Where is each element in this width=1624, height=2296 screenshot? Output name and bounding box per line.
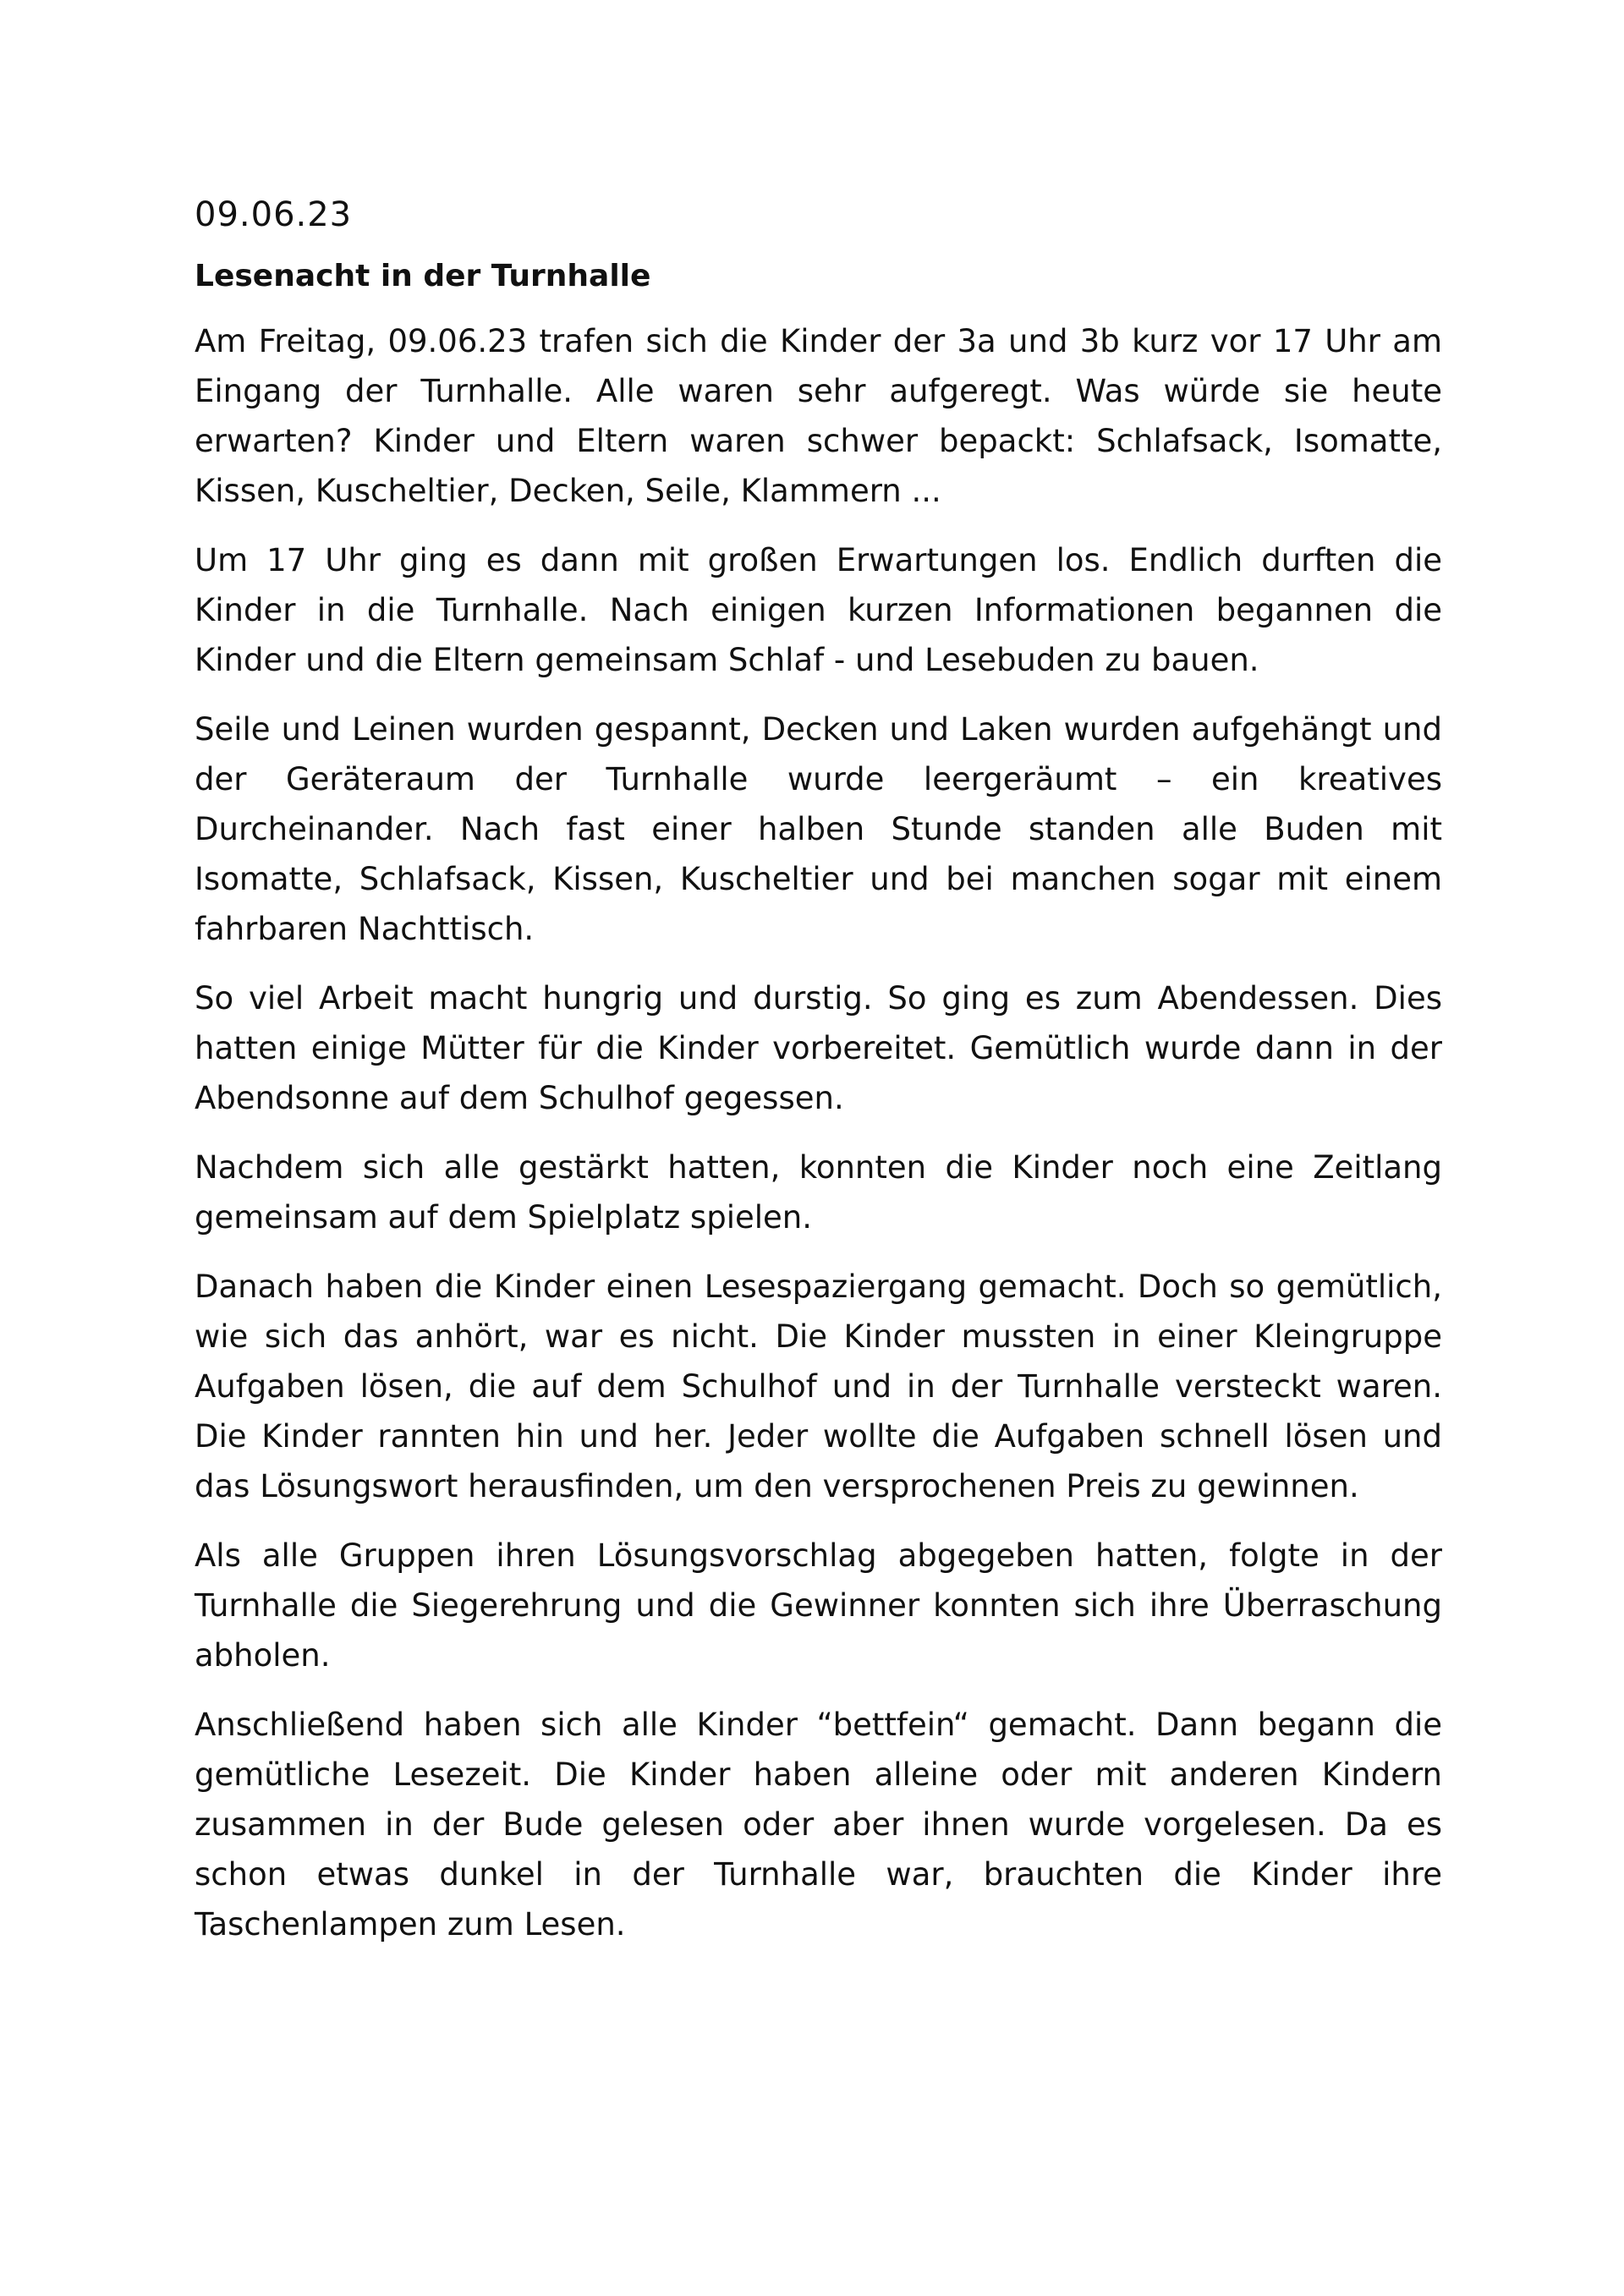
- paragraph-building: Seile und Leinen wurden gespannt, Decken und Laken wurden aufgehängt und der Geräteraum der Turnhalle wurde leergeräumt – ein kreatives Durcheinander. Nach fast einer halben Stunde standen alle Buden mit Isomatte, Schlafsack, Kissen, Kuscheltier und bei manchen sogar mit einem fahrbaren Nachttisch.: [195, 711, 1442, 947]
- paragraph-dinner: So viel Arbeit macht hungrig und durstig. So ging es zum Abendessen. Dies hatten einige Mütter für die Kinder vorbereitet. Gemütlich wurde dann in der Abendsonne auf dem Schulhof gegessen.: [195, 980, 1442, 1116]
- paragraph-start: Um 17 Uhr ging es dann mit großen Erwartungen los. Endlich durften die Kinder in die Turnhalle. Nach einigen kurzen Informationen begannen die Kinder und die Eltern gemeinsam Schlaf - und Lesebuden zu bauen.: [195, 542, 1442, 678]
- document-date: 09.06.23: [195, 195, 353, 234]
- paragraph-reading-walk: Danach haben die Kinder einen Lesespaziergang gemacht. Doch so gemütlich, wie sich das anhört, war es nicht. Die Kinder mussten in einer Kleingruppe Aufgaben lösen, die auf dem Schulhof und in der Turnhalle versteckt waren. Die Kinder rannten hin und her. Jeder wollte die Aufgaben schnell lösen und das Lösungswort herausfinden, um den versprochenen Preis zu gewinnen.: [195, 1269, 1442, 1504]
- document-title: Lesenacht in der Turnhalle: [195, 259, 651, 293]
- paragraph-reading-time: Anschließend haben sich alle Kinder “bettfein“ gemacht. Dann begann die gemütliche Lesezeit. Die Kinder haben alleine oder mit anderen Kindern zusammen in der Bude gelesen oder aber ihnen wurde vorgelesen. Da es schon etwas dunkel in der Turnhalle war, brauchten die Kinder ihre Taschenlampen zum Lesen.: [195, 1707, 1442, 1943]
- paragraph-award: Als alle Gruppen ihren Lösungsvorschlag abgegeben hatten, folgte in der Turnhalle die Siegerehrung und die Gewinner konnten sich ihre Überraschung abholen.: [195, 1537, 1442, 1674]
- document-body: [195, 191, 1442, 1969]
- paragraph-playground: Nachdem sich alle gestärkt hatten, konnten die Kinder noch eine Zeitlang gemeinsam auf dem Spielplatz spielen.: [195, 1149, 1442, 1236]
- paragraph-arrival: Am Freitag, 09.06.23 trafen sich die Kinder der 3a und 3b kurz vor 17 Uhr am Eingang der Turnhalle. Alle waren sehr aufgeregt. Was würde sie heute erwarten? Kinder und Eltern waren schwer bepackt: Schlafsack, Isomatte, Kissen, Kuscheltier, Decken, Seile, Klammern ...: [195, 323, 1442, 509]
